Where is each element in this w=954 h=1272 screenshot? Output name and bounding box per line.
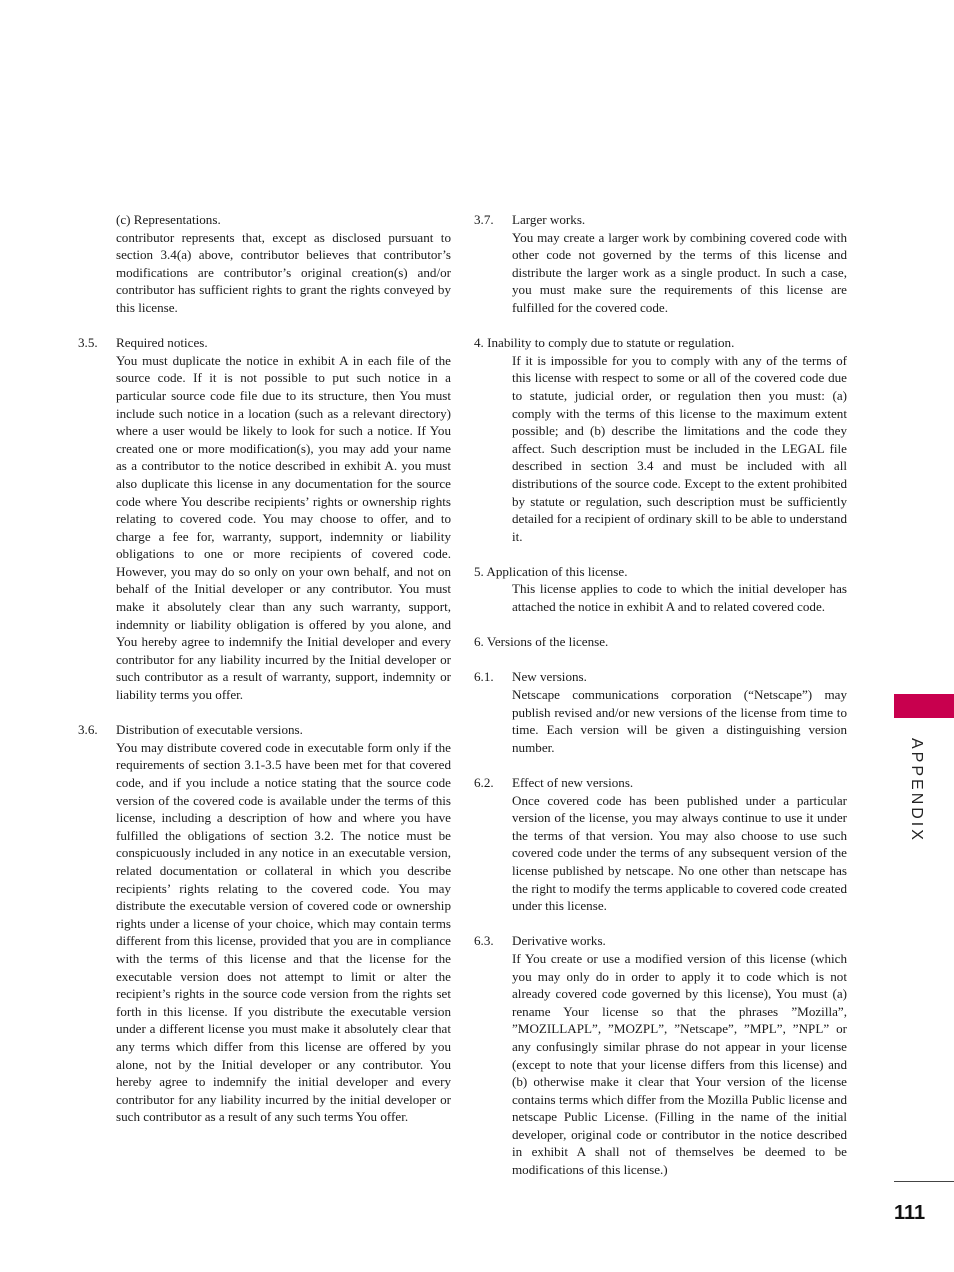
section-text: You may create a larger work by combining covered code with other code not governed by the terms of this license and distribute the larger work as a single product. In such a case, you must make sure the requirements of this license are fulfilled for the covered code. [512, 229, 847, 315]
section-number: 3.5. [78, 335, 98, 351]
section-6 [474, 633, 847, 651]
section-title: Required notices. [116, 335, 208, 351]
section-representations [78, 211, 451, 317]
section-4 [474, 334, 847, 545]
section-title: 4. Inability to comply due to statute or regulation. [474, 335, 735, 351]
section-title: Larger works. [512, 212, 586, 227]
section-6-2 [474, 774, 847, 915]
section-title: Distribution of executable versions. [116, 722, 303, 738]
section-text: This license applies to code to which the initial developer has attached the notice in exhibit A and to related covered code. [512, 581, 847, 615]
section-number: 6.3. [474, 933, 494, 949]
appendix-label: APPENDIX [908, 738, 925, 843]
section-text: If it is impossible for you to comply with any of the terms of this license with respect to some or all of the covered code due to statute, judicial order, or regulation then you must: (a) comply with the terms of this license to the maximum extent possible; and (b) describe the limitations and the code they affect. Such description must be included in the LEGAL file described in section 3.4 and must be included with all distributions of the source code. Except to the extent prohibited by statute or regulation, such description must be sufficiently detailed for a recipient of ordinary skill to be able to understand it. [512, 352, 847, 544]
section-title: 5. Application of this license. [474, 563, 628, 579]
footer-rule [894, 1181, 954, 1182]
section-number: 6.1. [474, 669, 494, 685]
section-title: New versions. [512, 669, 587, 685]
section-text: If You create or use a modified version of this license (which you may only do in order to apply it to code which is not already covered code governed by this license), You must (a) rename Your license so that the phrases ”Mozilla”, ”MOZILLAPL”, ”MOZPL”, ”Netscape”, ”MPL”, ”NPL” or any confusingly similar phrase do not appear in your license (except to note that your license differs from this license) and (b) otherwise make it clear that Your version of the license contains terms which differ from the Mozilla Public license and netscape Public License. (Filling in the name of the initial developer, original code or contributor in the notice described in exhibit A shall not of themselves be deemed to be modifications of this license.) [512, 950, 847, 1178]
section-5 [474, 563, 847, 616]
section-3-5 [78, 334, 451, 703]
section-text: Netscape communications corporation (“Netscape”) may publish revised and/or new versions of the license from time to time. Each version will be given a distinguishing version number. [512, 687, 847, 755]
section-title: Derivative works. [512, 933, 606, 949]
section-title: Effect of new versions. [512, 775, 634, 790]
section-text: Once covered code has been published under a particular version of the license, you may always continue to use it under the terms of that version. You may also choose to use such covered code under the terms of any subsequent version of the license published by netscape. No one other than netscape has the right to modify the terms applicable to covered code created under this license. [512, 792, 847, 914]
section-text: contributor represents that, except as disclosed pursuant to section 3.4(a) above, contributor believes that contributor’s modifications are contributor’s original creation(s) and/or contributor has sufficient rights to grant the rights conveyed by this license. [116, 229, 451, 315]
section-3-6 [78, 721, 451, 1126]
section-text: You must duplicate the notice in exhibit A in each file of the source code. If it is not possible to put such notice in a particular source code file due to its structure, then You must include such notice in a location (such as a relevant directory) where a user would be likely to look for such a notice. If You created one or more modification(s), you may add your name as a contributor to the notice described in exhibit A. you must also duplicate this license in any documentation for the source code where You describe recipients’ rights or ownership rights relating to covered code. You may choose to offer, and to charge a fee for, warranty, support, indemnity or liability obligations to one or more recipients of covered code. However, you may do so only on your own behalf, and not on behalf of the Initial developer or any contributor. You must make it absolutely clear than any such warranty, support, indemnity or liability obligation is offered by you alone, and You hereby agree to indemnify the Initial developer and every contributor for any liability incurred by the Initial developer or such contributor as a result of warranty, support, indemnity or liability terms you offer. [116, 352, 451, 703]
appendix-tab [894, 694, 954, 718]
section-6-1 [474, 668, 847, 756]
section-title: (c) Representations. [116, 212, 221, 227]
section-number: 6.2. [474, 775, 494, 790]
section-title: 6. Versions of the license. [474, 634, 609, 650]
section-text: You may distribute covered code in executable form only if the requirements of section 3.1-3.5 have been met for that covered code, and if you include a notice stating that the source code version of the covered code is available under the terms of this license, including a description of how and where you have fulfilled the obligations of section 3.2. The notice must be conspicuously included in any notice in an executable version, related documentation or collateral in which you describe recipients’ rights relating to the covered code. You may distribute the executable version of covered code or ownership rights under a license of your choice, which may contain terms different from this license, provided that you are in compliance with the terms of this license and that the license for the executable version does not attempt to limit or alter the recipient’s rights in the source code version from the rights set forth in this license. If you distribute the executable version under a different license you must make it absolutely clear that any terms which differ from this license are offered by you alone, not by the Initial developer or any contributor. You hereby agree to indemnify the initial developer and every contributor for any liability incurred by the initial developer or such contributor as a result of any such terms You offer. [116, 739, 451, 1125]
section-number: 3.6. [78, 722, 98, 738]
section-3-7 [474, 211, 847, 317]
section-number: 3.7. [474, 212, 494, 227]
page-number: 111 [894, 1202, 926, 1224]
left-column [78, 211, 451, 1143]
section-6-3 [474, 932, 847, 1178]
right-column [474, 211, 847, 1196]
